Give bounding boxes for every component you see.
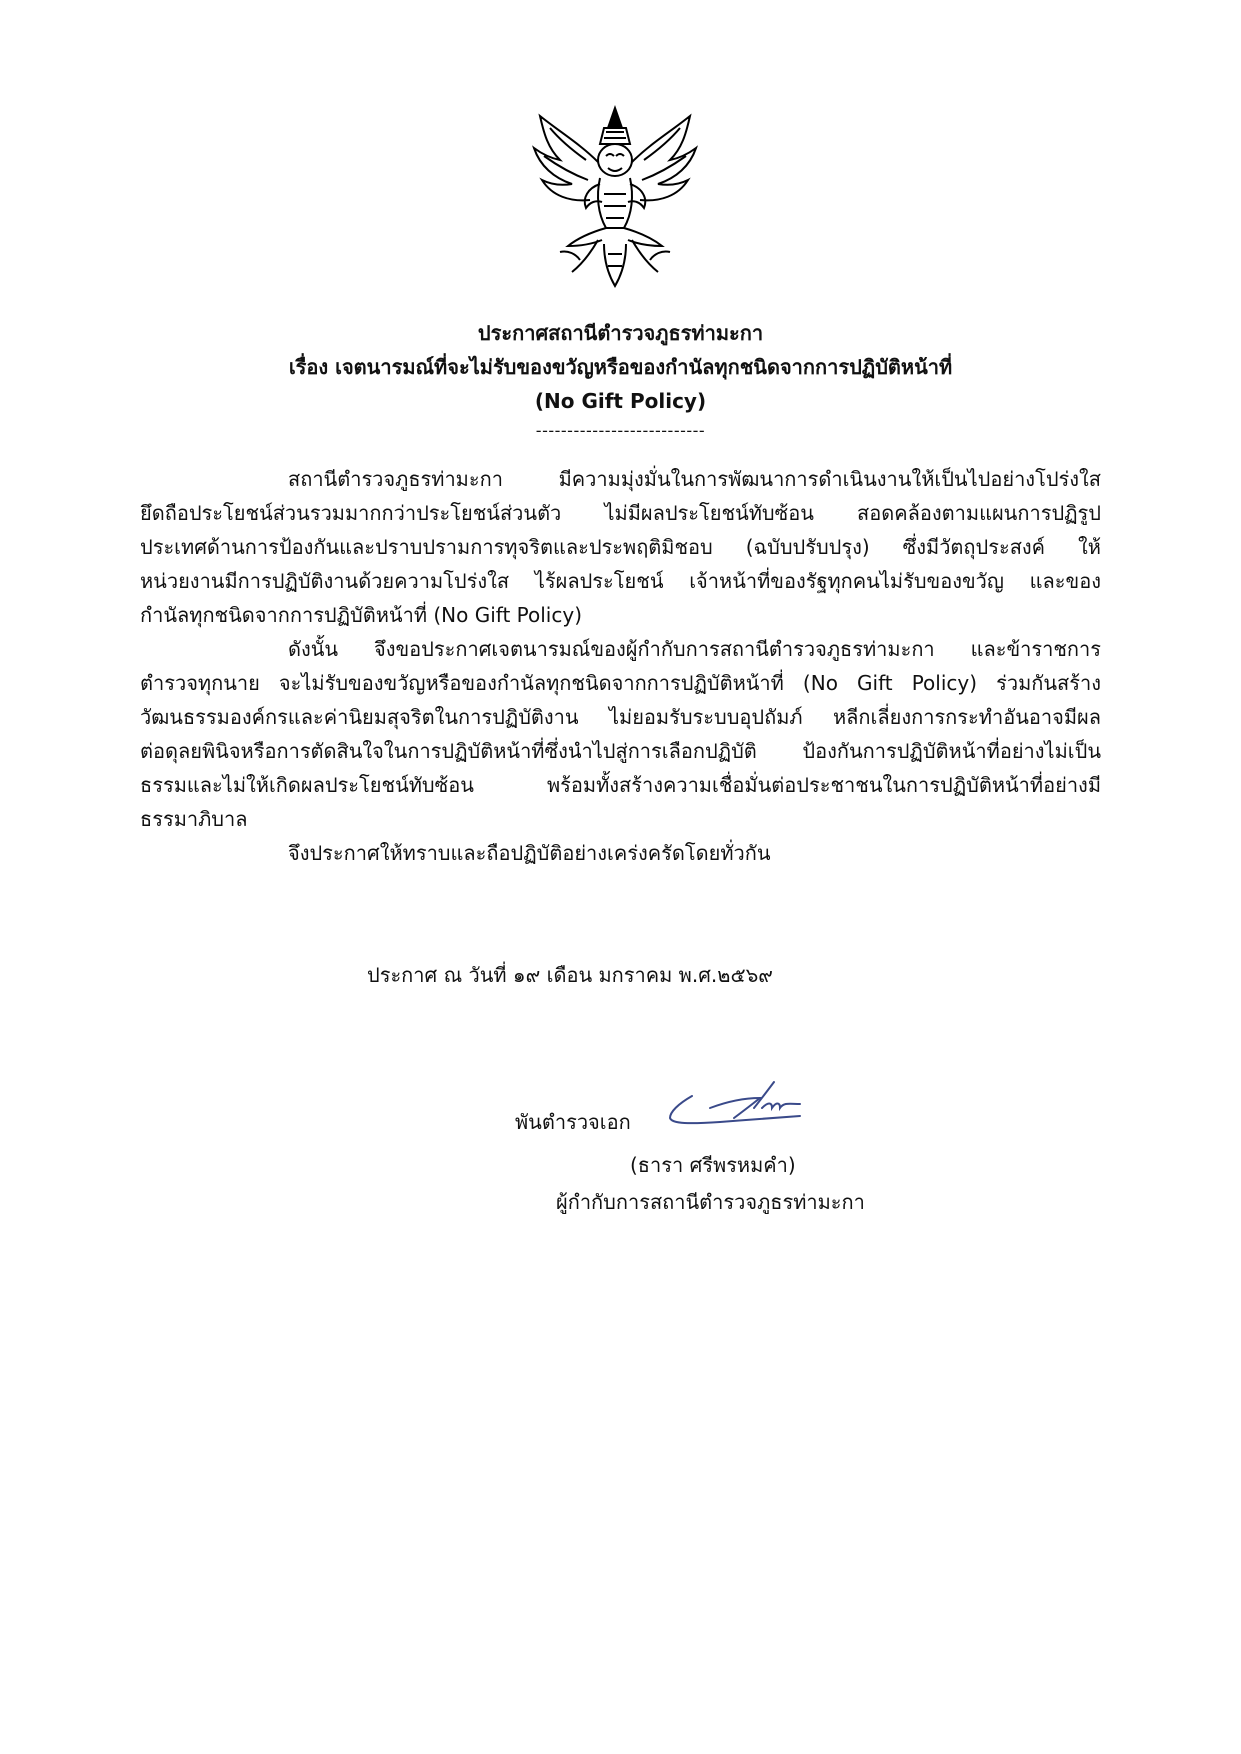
- announcement-date: ประกาศ ณ วันที่ ๑๙ เดือน มกราคม พ.ศ.๒๕๖๙: [367, 963, 773, 987]
- heading-block: [140, 316, 1101, 442]
- closing-statement: จึงประกาศให้ทราบและถือปฏิบัติอย่างเคร่งครัดโดยทั่วกัน: [288, 841, 771, 865]
- para2-line: วัฒนธรรมองค์กรและค่านิยมสุจริตในการปฏิบัติงาน ไม่ยอมรับระบบอุปถัมภ์ หลีกเลี่ยงการกระทำอันอาจมีผล: [140, 705, 1101, 729]
- handwritten-signature-icon: [650, 1068, 815, 1148]
- garuda-emblem-icon: [520, 104, 710, 290]
- signatory-rank: พันตำรวจเอก: [515, 1110, 631, 1134]
- para1-line: กำนัลทุกชนิดจากการปฏิบัติหน้าที่ (No Gift Policy): [140, 603, 583, 627]
- signatory-name: (ธารา ศรีพรหมคำ): [630, 1153, 796, 1177]
- signatory-position: ผู้กำกับการสถานีตำรวจภูธรท่ามะกา: [556, 1190, 865, 1214]
- heading-divider: ---------------------------: [535, 421, 706, 440]
- para2-line: ต่อดุลยพินิจหรือการตัดสินใจในการปฏิบัติหน้าที่ซึ่งนำไปสู่การเลือกปฏิบัติ ป้องกันการปฏิบัติหน้าที่อย่างไม่เป็น: [140, 739, 1101, 763]
- para1-line: ยึดถือประโยชน์ส่วนรวมมากกว่าประโยชน์ส่วนตัว ไม่มีผลประโยชน์ทับซ้อน สอดคล้องตามแผนการปฏิรูป: [140, 501, 1101, 525]
- policy-name: (No Gift Policy): [534, 389, 707, 413]
- para2-line: ตำรวจทุกนาย จะไม่รับของขวัญหรือของกำนัลทุกชนิดจากการปฏิบัติหน้าที่ (No Gift Policy) ร่วมกันสร้าง: [140, 671, 1102, 695]
- announcement-body: [140, 462, 1101, 870]
- document-subject: เรื่อง เจตนารมณ์ที่จะไม่รับของขวัญหรือของกำนัลทุกชนิดจากการปฏิบัติหน้าที่: [288, 355, 953, 379]
- para1-line: ประเทศด้านการป้องกันและปราบปรามการทุจริตและประพฤติมิชอบ (ฉบับปรับปรุง) ซึ่งมีวัตถุประสงค์ ให้: [140, 535, 1101, 559]
- para1-line: หน่วยงานมีการปฏิบัติงานด้วยความโปร่งใส ไร้ผลประโยชน์ เจ้าหน้าที่ของรัฐทุกคนไม่รับของขวัญ และของ: [140, 569, 1101, 593]
- document-title: ประกาศสถานีตำรวจภูธรท่ามะกา: [477, 321, 764, 345]
- para2-line: ธรรมาภิบาล: [140, 807, 248, 831]
- para2-line: ธรรมและไม่ให้เกิดผลประโยชน์ทับซ้อน พร้อมทั้งสร้างความเชื่อมั่นต่อประชาชนในการปฏิบัติหน้าที่อย่างมี: [140, 773, 1101, 797]
- para1-line: สถานีตำรวจภูธรท่ามะกา มีความมุ่งมั่นในการพัฒนาการดำเนินงานให้เป็นไปอย่างโปร่งใส: [288, 467, 1101, 491]
- para2-line: ดังนั้น จึงขอประกาศเจตนารมณ์ของผู้กำกับการสถานีตำรวจภูธรท่ามะกา และข้าราชการ: [288, 637, 1101, 661]
